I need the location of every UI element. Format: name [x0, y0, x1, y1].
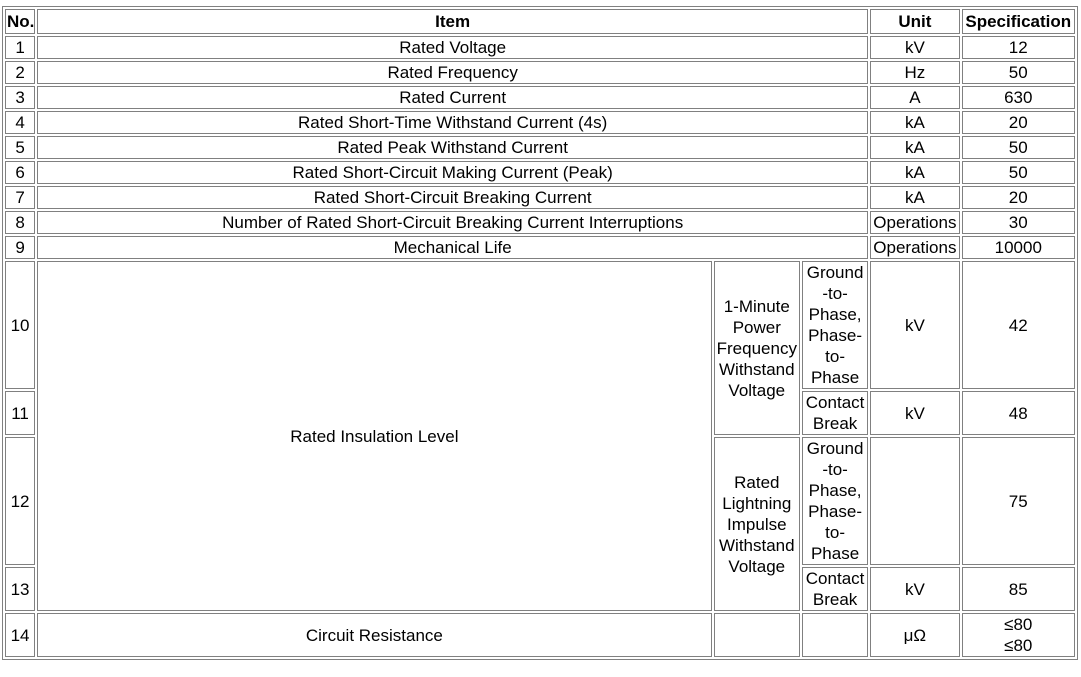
item-name: Mechanical Life	[37, 236, 868, 259]
spec-line: ≤80	[1004, 615, 1033, 634]
unit-value: kV	[870, 391, 959, 435]
contact-break-label: Contact Break	[802, 391, 868, 435]
unit-value: kV	[870, 36, 959, 59]
item-name: Rated Short-Time Withstand Current (4s)	[37, 111, 868, 134]
lightning-impulse-label: Rated Lightning Impulse Withstand Voltage	[714, 437, 800, 611]
item-name: Number of Rated Short-Circuit Breaking Current Interruptions	[37, 211, 868, 234]
item-name: Rated Peak Withstand Current	[37, 136, 868, 159]
spec-value	[962, 613, 1075, 657]
empty-cell	[802, 613, 868, 657]
unit-value: A	[870, 86, 959, 109]
header-no: No.	[5, 9, 35, 34]
row-number: 13	[5, 567, 35, 611]
table-row	[5, 86, 1075, 109]
unit-value: Hz	[870, 61, 959, 84]
spec-value: 12	[962, 36, 1075, 59]
row-number: 14	[5, 613, 35, 657]
header-item: Item	[37, 9, 868, 34]
item-name: Rated Current	[37, 86, 868, 109]
spec-line: ≤80	[1004, 636, 1033, 655]
row-number: 6	[5, 161, 35, 184]
unit-value: kV	[870, 261, 959, 389]
row-number: 3	[5, 86, 35, 109]
specification-table	[2, 6, 1078, 660]
table-row	[5, 613, 1075, 657]
table-row	[5, 36, 1075, 59]
spec-value: 85	[962, 567, 1075, 611]
spec-value: 20	[962, 186, 1075, 209]
unit-value: Operations	[870, 236, 959, 259]
table-row	[5, 211, 1075, 234]
row-number: 5	[5, 136, 35, 159]
unit-value: kA	[870, 186, 959, 209]
unit-value: kV	[870, 567, 959, 611]
header-row	[5, 9, 1075, 34]
row-number: 2	[5, 61, 35, 84]
item-name: Rated Short-Circuit Making Current (Peak)	[37, 161, 868, 184]
power-frequency-label: 1-Minute Power Frequency Withstand Voltage	[714, 261, 800, 435]
unit-value	[870, 437, 959, 565]
unit-value: kA	[870, 111, 959, 134]
unit-value: kA	[870, 136, 959, 159]
row-number: 11	[5, 391, 35, 435]
table-row	[5, 236, 1075, 259]
ground-to-phase-label: Ground-to-Phase, Phase-to-Phase	[802, 437, 868, 565]
row-number: 1	[5, 36, 35, 59]
row-number: 8	[5, 211, 35, 234]
insulation-level-label: Rated Insulation Level	[37, 261, 712, 611]
header-unit: Unit	[870, 9, 959, 34]
table-row	[5, 136, 1075, 159]
unit-value: Operations	[870, 211, 959, 234]
table-row	[5, 111, 1075, 134]
ground-to-phase-label: Ground-to-Phase, Phase-to-Phase	[802, 261, 868, 389]
circuit-resistance-label: Circuit Resistance	[37, 613, 712, 657]
empty-cell	[714, 613, 800, 657]
item-name: Rated Voltage	[37, 36, 868, 59]
row-number: 9	[5, 236, 35, 259]
row-number: 4	[5, 111, 35, 134]
table-row	[5, 161, 1075, 184]
row-number: 10	[5, 261, 35, 389]
spec-value: 50	[962, 161, 1075, 184]
table-row	[5, 61, 1075, 84]
table-row	[5, 186, 1075, 209]
table-row	[5, 261, 1075, 389]
unit-value: kA	[870, 161, 959, 184]
unit-value: μΩ	[870, 613, 959, 657]
spec-value: 30	[962, 211, 1075, 234]
spec-value: 48	[962, 391, 1075, 435]
spec-value: 42	[962, 261, 1075, 389]
spec-value: 50	[962, 136, 1075, 159]
spec-value: 630	[962, 86, 1075, 109]
item-name: Rated Short-Circuit Breaking Current	[37, 186, 868, 209]
spec-value: 10000	[962, 236, 1075, 259]
spec-value: 75	[962, 437, 1075, 565]
row-number: 12	[5, 437, 35, 565]
header-specification: Specification	[962, 9, 1075, 34]
spec-value: 20	[962, 111, 1075, 134]
item-name: Rated Frequency	[37, 61, 868, 84]
spec-value: 50	[962, 61, 1075, 84]
row-number: 7	[5, 186, 35, 209]
contact-break-label: Contact Break	[802, 567, 868, 611]
